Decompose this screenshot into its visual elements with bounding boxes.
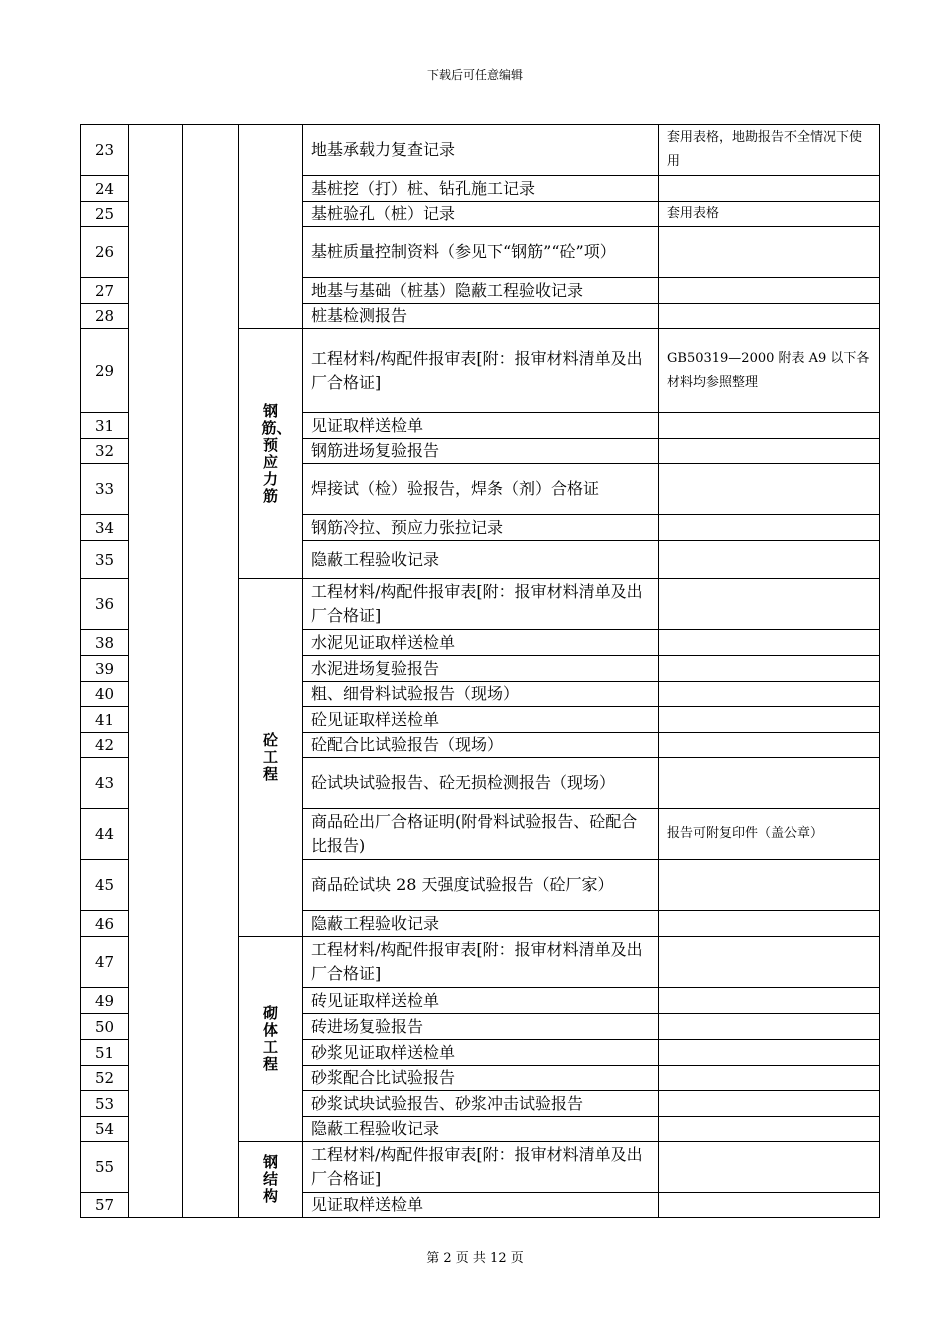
item-note: [659, 278, 880, 304]
item-note: [659, 1193, 880, 1218]
item-note: [659, 630, 880, 656]
blank-column-1: [129, 125, 183, 1218]
item-note: 套用表格，地勘报告不全情况下使用: [659, 125, 880, 176]
row-number: 44: [81, 809, 129, 860]
item-name: 水泥进场复验报告: [303, 656, 659, 682]
row-number: 24: [81, 176, 129, 202]
item-name: 工程材料/构配件报审表[附：报审材料清单及出厂合格证]: [303, 1142, 659, 1193]
item-note: GB50319—2000 附表 A9 以下各材料均参照整理: [659, 329, 880, 413]
row-number: 45: [81, 860, 129, 911]
category-cell-concrete: [239, 579, 303, 937]
row-number: 52: [81, 1066, 129, 1091]
item-name: 基桩挖（打）桩、钻孔施工记录: [303, 176, 659, 202]
item-name: 地基承载力复查记录: [303, 125, 659, 176]
item-note: [659, 911, 880, 937]
item-note: [659, 733, 880, 758]
row-number: 29: [81, 329, 129, 413]
row-number: 39: [81, 656, 129, 682]
category-label-concrete: 砼工程: [262, 731, 278, 783]
item-note: [659, 541, 880, 579]
item-name: 工程材料/构配件报审表[附：报审材料清单及出厂合格证]: [303, 579, 659, 630]
item-note: [659, 682, 880, 707]
page-header-note: 下载后可任意编辑: [426, 68, 523, 82]
category-cell-rebar: [239, 329, 303, 579]
row-number: 25: [81, 202, 129, 227]
item-name: 工程材料/构配件报审表[附：报审材料清单及出厂合格证]: [303, 329, 659, 413]
item-name: 桩基检测报告: [303, 304, 659, 329]
item-name: 商品砼试块 28 天强度试验报告（砼厂家）: [303, 860, 659, 911]
item-note: [659, 304, 880, 329]
item-note: [659, 227, 880, 278]
item-note: [659, 439, 880, 464]
row-number: 33: [81, 464, 129, 515]
row-number: 47: [81, 937, 129, 988]
item-note: [659, 1117, 880, 1142]
item-name: 砼试块试验报告、砼无损检测报告（现场）: [303, 758, 659, 809]
blank-column-2: [183, 125, 239, 1218]
row-number: 40: [81, 682, 129, 707]
row-number: 49: [81, 988, 129, 1014]
row-number: 26: [81, 227, 129, 278]
item-name: 砖进场复验报告: [303, 1014, 659, 1040]
item-name: 砖见证取样送检单: [303, 988, 659, 1014]
item-name: 粗、细骨料试验报告（现场）: [303, 682, 659, 707]
item-note: [659, 1091, 880, 1117]
item-name: 隐蔽工程验收记录: [303, 541, 659, 579]
item-name: 砂浆试块试验报告、砂浆冲击试验报告: [303, 1091, 659, 1117]
row-number: 51: [81, 1040, 129, 1066]
row-number: 46: [81, 911, 129, 937]
item-name: 见证取样送检单: [303, 413, 659, 439]
item-note: [659, 1014, 880, 1040]
item-name: 钢筋冷拉、预应力张拉记录: [303, 515, 659, 541]
item-note: 套用表格: [659, 202, 880, 227]
item-note: [659, 464, 880, 515]
row-number: 55: [81, 1142, 129, 1193]
row-number: 32: [81, 439, 129, 464]
item-name: 砼见证取样送检单: [303, 707, 659, 733]
category-cell-masonry: [239, 937, 303, 1142]
item-name: 见证取样送检单: [303, 1193, 659, 1218]
category-label-steel: 钢结构: [262, 1153, 278, 1205]
row-number: 42: [81, 733, 129, 758]
item-note: [659, 579, 880, 630]
item-name: 工程材料/构配件报审表[附：报审材料清单及出厂合格证]: [303, 937, 659, 988]
category-label-rebar: 钢筋、预应力筋: [261, 401, 292, 505]
row-number: 41: [81, 707, 129, 733]
item-note: [659, 937, 880, 988]
item-note: [659, 656, 880, 682]
item-name: 水泥见证取样送检单: [303, 630, 659, 656]
item-name: 隐蔽工程验收记录: [303, 1117, 659, 1142]
item-name: 焊接试（检）验报告，焊条（剂）合格证: [303, 464, 659, 515]
item-note: [659, 758, 880, 809]
row-number: 50: [81, 1014, 129, 1040]
row-number: 38: [81, 630, 129, 656]
item-note: [659, 515, 880, 541]
row-number: 57: [81, 1193, 129, 1218]
row-number: 54: [81, 1117, 129, 1142]
row-number: 34: [81, 515, 129, 541]
item-note: [659, 1066, 880, 1091]
item-name: 商品砼出厂合格证明(附骨料试验报告、砼配合比报告): [303, 809, 659, 860]
item-name: 砂浆见证取样送检单: [303, 1040, 659, 1066]
row-number: 35: [81, 541, 129, 579]
row-number: 31: [81, 413, 129, 439]
document-table: [80, 124, 880, 1218]
item-name: 砼配合比试验报告（现场）: [303, 733, 659, 758]
page-footer-note: 第 2 页 共 12 页: [426, 1251, 524, 1266]
row-number: 27: [81, 278, 129, 304]
item-note: [659, 1142, 880, 1193]
item-note: [659, 413, 880, 439]
item-note: [659, 1040, 880, 1066]
item-note: 报告可附复印件（盖公章）: [659, 809, 880, 860]
row-number: 23: [81, 125, 129, 176]
item-note: [659, 707, 880, 733]
item-name: 基桩质量控制资料（参见下“钢筋”“砼”项）: [303, 227, 659, 278]
item-name: 基桩验孔（桩）记录: [303, 202, 659, 227]
row-number: 28: [81, 304, 129, 329]
item-name: 钢筋进场复验报告: [303, 439, 659, 464]
item-note: [659, 860, 880, 911]
item-name: 地基与基础（桩基）隐蔽工程验收记录: [303, 278, 659, 304]
item-note: [659, 176, 880, 202]
category-cell-steel: [239, 1142, 303, 1218]
item-name: 砂浆配合比试验报告: [303, 1066, 659, 1091]
row-number: 53: [81, 1091, 129, 1117]
row-number: 36: [81, 579, 129, 630]
table-row: [81, 125, 880, 176]
item-name: 隐蔽工程验收记录: [303, 911, 659, 937]
category-cell-foundation: [239, 125, 303, 329]
category-label-masonry: 砌体工程: [262, 1004, 278, 1073]
row-number: 43: [81, 758, 129, 809]
item-note: [659, 988, 880, 1014]
